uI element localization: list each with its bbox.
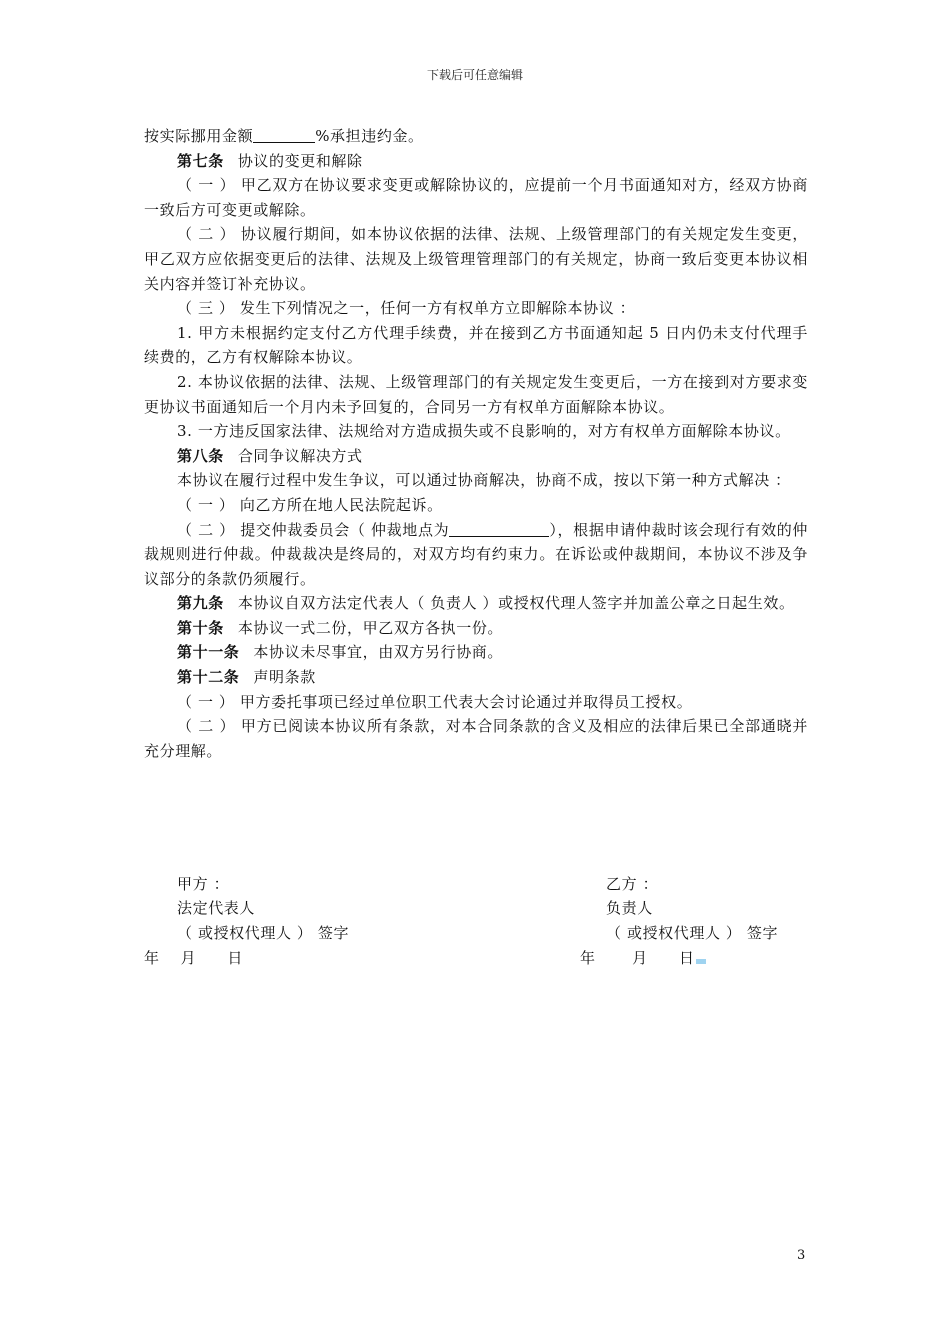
party-b-representative: 负责人 xyxy=(606,899,653,917)
article-7-text: 协议的变更和解除 xyxy=(237,151,363,170)
article-11-title: 第十一条 xyxy=(177,643,240,662)
party-a-label: 甲方 ： xyxy=(177,875,230,893)
arbitration-place-blank[interactable] xyxy=(449,520,549,537)
article-9-text: 本协议自双方法定代表人（ 负责人 ）或授权代理人签字并加盖公章之日起生效。 xyxy=(237,594,795,613)
article-12-clause-1: （ 一 ） 甲方委托事项已经过单位职工代表大会讨论通过并取得员工授权。 xyxy=(177,692,693,711)
page-header: 下载后可任意编辑 xyxy=(426,68,523,82)
penalty-text-start: 按实际挪用金额 xyxy=(144,127,254,145)
article-9-title: 第九条 xyxy=(177,594,224,613)
article-9 xyxy=(144,591,808,616)
article-12-heading xyxy=(144,665,808,690)
article-11-text: 本协议未尽事宜，由双方另行协商。 xyxy=(253,643,504,662)
party-b-label: 乙方 ： xyxy=(606,875,659,893)
article-8-option-2-start: （ 二 ） 提交仲裁委员会（ 仲裁地点为 xyxy=(177,520,450,539)
article-8-option-2-end: ），根据申请仲裁时该会现行有效的仲裁规则进行仲裁。仲裁裁决是终局的，对双方均有约束力。在诉讼或仲裁期间，本协议不涉及争议部分的条款仍须履行。 xyxy=(144,520,809,588)
party-b-agent-signature: （ 或授权代理人 ） 签字 xyxy=(606,924,779,942)
article-8-text: 合同争议解决方式 xyxy=(237,446,363,465)
article-11 xyxy=(144,640,808,665)
penalty-blank[interactable] xyxy=(253,126,315,143)
article-8-option-1: （ 一 ） 向乙方所在地人民法院起诉。 xyxy=(177,495,443,514)
article-7-item-2: 2. 本协议依据的法律、法规、上级管理部门的有关规定发生变更后，一方在接到对方要求变更协议书面通知后一个月内未予回复的，合同另一方有权单方面解除本协议。 xyxy=(144,372,808,416)
party-a-date: 年 月 日 xyxy=(144,949,243,967)
party-a-representative: 法定代表人 xyxy=(177,899,256,917)
party-b-date: 年 月 日 xyxy=(580,949,695,967)
article-12-clause-2: （ 二 ） 甲方已阅读本协议所有条款，对本合同条款的含义及相应的法律后果已全部通晓并充分理解。 xyxy=(144,717,808,760)
penalty-line xyxy=(144,124,808,149)
article-8-heading xyxy=(144,444,808,469)
article-7-clause-2: （ 二 ） 协议履行期间，如本协议依据的法律、法规、上级管理部门的有关规定发生变更，甲乙双方应依据变更后的法律、法规及上级管理管理部门的有关规定，协商一致后变更本协议相关内容并签订补充协议。 xyxy=(144,225,808,293)
article-7-title: 第七条 xyxy=(177,151,224,170)
article-10 xyxy=(144,616,808,641)
text-cursor-marker xyxy=(696,959,706,964)
article-7-heading xyxy=(144,149,808,174)
page-number: 3 xyxy=(797,1248,806,1263)
article-12-text: 声明条款 xyxy=(253,668,316,687)
article-10-title: 第十条 xyxy=(177,618,224,637)
document-body xyxy=(144,124,808,763)
article-10-text: 本协议一式二份，甲乙双方各执一份。 xyxy=(237,618,504,637)
article-12-title: 第十二条 xyxy=(177,668,240,687)
article-7-item-3: 3. 一方违反国家法律、法规给对方造成损失或不良影响的，对方有权单方面解除本协议。 xyxy=(177,422,791,441)
party-a-agent-signature: （ 或授权代理人 ） 签字 xyxy=(177,924,350,942)
article-8-title: 第八条 xyxy=(177,446,224,465)
article-8-option-2 xyxy=(144,518,808,592)
article-7-clause-3: （ 三 ） 发生下列情况之一，任何一方有权单方立即解除本协议 ： xyxy=(177,299,636,318)
article-8-paragraph: 本协议在履行过程中发生争议，可以通过协商解决，协商不成，按以下第一种方式解决 ： xyxy=(177,471,791,490)
party-b-date-line xyxy=(580,946,706,971)
article-7-clause-1: （ 一 ） 甲乙双方在协议要求变更或解除协议的，应提前一个月书面通知对方，经双方协商一致后方可变更或解除。 xyxy=(144,176,808,219)
article-7-item-1: 1. 甲方未根据约定支付乙方代理手续费，并在接到乙方书面通知起 5 日内仍未支付代理手续费的，乙方有权解除本协议。 xyxy=(144,323,808,367)
penalty-text-end: %承担违约金。 xyxy=(315,127,424,145)
